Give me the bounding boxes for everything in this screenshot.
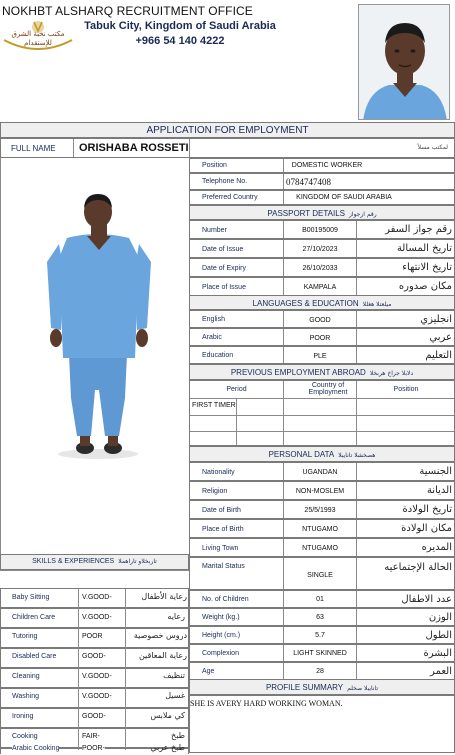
languages-section-header [189,295,455,310]
passport-value: 26/10/2033 [302,265,338,272]
profile-title: PROFILE SUMMARY [265,683,344,692]
personal-value: SINGLE [307,572,333,579]
header [0,0,455,122]
skills-table [0,570,189,754]
skill-value: V.GOOD- [82,693,112,700]
personal-value: LIGHT SKINNED [293,650,347,657]
passport-table [189,220,455,296]
language-label-ar: التعليم [425,350,452,361]
job-label: Preferred Country [202,194,258,201]
personal-row [189,644,455,662]
personal-table [189,462,455,678]
passport-label-ar: تاريخ الانتهاء [402,262,452,273]
language-value: GOOD [309,317,331,324]
language-row [189,328,455,346]
language-value: PLE [313,353,327,360]
personal-label-ar: تاريخ الولادة [402,504,452,515]
skill-value: V.GOOD- [82,614,112,621]
skills-title-ar: تاربخلاو تاراهملا [118,558,157,565]
passport-value: KAMPALA [303,284,337,291]
person-full-body-icon [1,158,190,554]
skill-label-ar: رعاية المعاقين [138,651,187,660]
personal-value: 5.7 [315,632,325,639]
personal-title: PERSONAL DATA [268,450,335,459]
personal-row [189,626,455,644]
passport-value: 27/10/2023 [302,246,338,253]
skill-label-ar: كي ملابس [150,711,185,720]
personal-label-ar: البشرة [423,648,452,659]
personal-label-ar: العمر [430,666,452,677]
languages-title: LANGUAGES & EDUCATION [252,299,359,308]
personal-label: Marital Status [202,563,245,570]
language-row [189,310,455,328]
job-label: Position [202,162,227,169]
employment-header-period: Period [226,386,247,393]
skill-label-ar: تنظيف [163,671,185,680]
personal-row [189,662,455,680]
personal-label: Living Town [202,545,239,552]
skill-label: Baby Sitting [12,594,50,601]
full-name-value: ORISHABA ROSSETI [79,142,189,154]
passport-row [189,220,455,239]
skill-label: Disabled Care [12,653,57,660]
personal-label: Religion [202,488,228,495]
personal-label-ar: الحالة الإجتماعيه [384,562,452,573]
job-details-table [189,158,455,206]
passport-row [189,277,455,296]
skill-label-ar: رعاية الأطفال [141,592,187,601]
full-name-label-ar: لمكتب مسلأ [417,144,448,151]
personal-label: Place of Birth [202,526,244,533]
skill-label: Cooking [12,733,38,740]
skill-value: POOR [82,633,103,640]
passport-value: B00195009 [302,227,338,234]
skill-label: Arabic Cooking [12,745,60,752]
skill-value: GOOD- [82,653,106,660]
personal-value: NTUGAMO [302,545,338,552]
personal-row [189,481,455,500]
personal-label-ar: مكان الولادة [401,523,452,534]
personal-label: No. of Children [202,596,249,603]
passport-row [189,258,455,277]
personal-label: Date of Birth [202,507,241,514]
skill-label: Cleaning [12,673,40,680]
skill-value: GOOD- [82,713,106,720]
job-row [189,173,455,190]
personal-label-ar: الطول [425,630,452,641]
passport-label: Date of Expiry [202,265,246,272]
form-title: APPLICATION FOR EMPLOYMENT [146,125,309,136]
employment-table [189,380,455,446]
skills-title: SKILLS & EXPERIENCES [32,558,115,565]
language-row [189,346,455,364]
personal-label-ar: الوزن [428,612,452,623]
passport-title-ar: رقم ازجواز [349,211,377,218]
profile-summary-box [189,695,455,753]
personal-value: 28 [316,668,324,675]
form-title-bar [0,122,455,138]
language-label-ar: انجليزي [420,314,452,325]
passport-title: PASSPORT DETAILS [267,209,346,218]
skill-label: Tutoring [12,633,38,640]
employment-header-country: Country of Employment [308,382,348,396]
full-name-label: FULL NAME [11,144,56,153]
office-phone: +966 54 140 4222 [135,35,225,47]
passport-label: Number [202,227,227,234]
office-name: NOKHBT ALSHARQ RECRUITMENT OFFICE [2,4,253,18]
person-headshot-icon [359,5,450,120]
job-value: 0784747408 [286,177,331,187]
job-label: Telephone No. [202,178,248,185]
personal-label-ar: الديانة [426,485,452,496]
personal-label: Weight (kg.) [202,614,240,621]
personal-row [189,590,455,608]
language-label: English [202,316,225,323]
skill-value: POOR- [82,745,105,752]
skill-label-ar: رعايه [167,612,185,621]
logo [2,18,74,50]
employment-section-header [189,364,455,380]
skill-label-ar: طبخ [171,731,185,740]
personal-title-ar: هصخشلا تانايبلا [338,452,376,459]
personal-label: Complexion [202,650,239,657]
passport-label-ar: رقم جواز السفر [385,224,452,235]
skill-label-ar: دروس خصوصية [133,631,187,640]
personal-value: NTUGAMO [302,526,338,533]
personal-label: Nationality [202,469,235,476]
personal-value: UGANDAN [302,469,338,476]
personal-row [189,462,455,481]
personal-value: 63 [316,614,324,621]
profile-summary-text: SHE IS AVERY HARD WORKING WOMAN. [190,699,343,708]
language-label: Arabic [202,334,222,341]
personal-row [189,538,455,557]
personal-label: Age [202,668,215,675]
office-location: Tabuk City, Kingdom of Saudi Arabia [84,20,276,32]
job-value: KINGDOM OF SAUDI ARABIA [296,194,392,201]
passport-label: Date of Issue [202,246,244,253]
employment-title: PREVIOUS EMPLOYMENT ABROAD [230,368,366,377]
profile-section-header [189,679,455,695]
skill-label: Children Care [12,614,56,621]
personal-label-ar: المديره [421,542,452,553]
language-label: Education [202,352,234,359]
job-row [189,190,455,205]
full-body-photo [0,158,189,554]
personal-section-header [189,446,455,462]
skill-label-ar: غسيل [165,691,185,700]
languages-table [189,310,455,364]
job-value: DOMESTIC WORKER [291,162,363,169]
skill-label: Ironing [12,713,34,720]
personal-row [189,608,455,626]
skills-section-header [0,554,189,570]
language-label-ar: عربي [429,332,452,343]
skill-value: FAIR- [82,733,100,740]
passport-label-ar: مكان صدوره [398,281,452,292]
skill-label: Washing [12,693,39,700]
personal-value: 25/5/1993 [304,507,336,514]
job-row [189,158,455,173]
passport-section-header [189,205,455,220]
personal-label: Height (cm.) [202,632,241,639]
passport-label-ar: تاريخ المسالة [396,243,452,254]
personal-label-ar: الجنسية [419,466,452,477]
personal-value: NON-MOSLEM [295,488,345,495]
personal-row [189,557,455,590]
personal-row [189,500,455,519]
profile-title-ar: تانايبلا صخلم [347,685,379,692]
personal-row [189,519,455,538]
passport-row [189,239,455,258]
employment-title-ar: دلابلا جراخ هربخلا [369,370,414,377]
employment-first-row: FIRST TIMER [192,402,236,409]
passport-photo [358,4,450,120]
skill-value: V.GOOD- [82,673,112,680]
passport-label: Place of Issue [202,284,246,291]
languages-title-ar: ميلعتلا هغللا [362,301,392,308]
language-value: POOR [309,335,331,342]
skill-value: V.GOOD- [82,594,112,601]
skill-label-ar: طبخ عربي [150,743,185,752]
personal-value: 01 [316,596,324,603]
employment-header-position: Position [393,386,419,393]
personal-label-ar: عدد الاطفال [401,594,452,605]
logo-text: مكتب نخبة الشرق للإستقدام [11,30,65,47]
full-name-row [0,138,455,158]
